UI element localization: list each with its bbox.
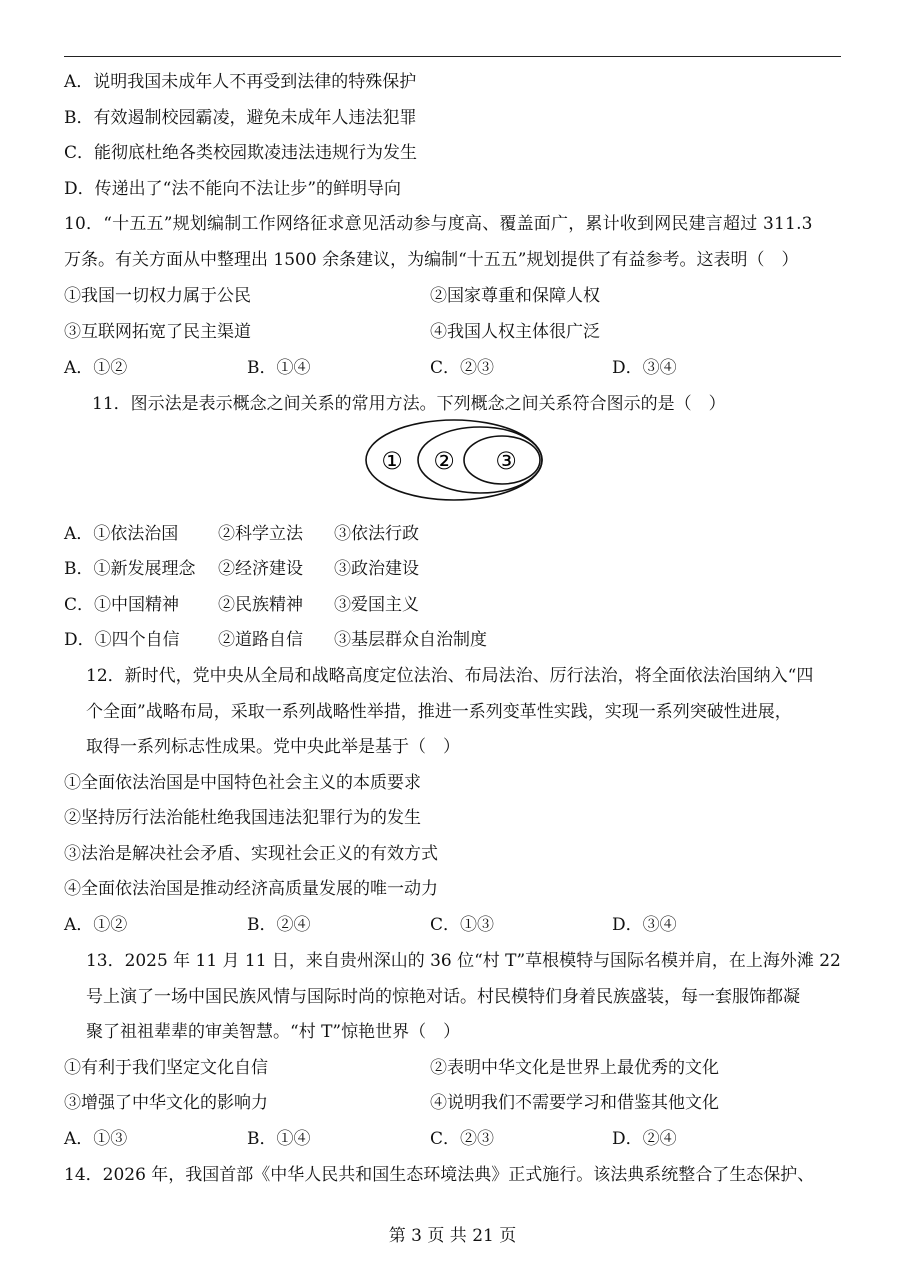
prev-option-d: D．传递出了“法不能向不法让步”的鲜明导向 xyxy=(64,179,402,199)
q11-option-d-2: ②道路自信 xyxy=(218,630,303,650)
q11-option-a-1: A．①依法治国 xyxy=(64,524,179,544)
q12-item-2: ②坚持厉行法治能杜绝我国违法犯罪行为的发生 xyxy=(64,808,421,828)
q11-option-a-3: ③依法行政 xyxy=(334,524,419,544)
q11-option-b-3: ③政治建设 xyxy=(334,559,419,579)
q13-stem-line1: 13．2025 年 11 月 11 日，来自贵州深山的 36 位“村 T”草根模特与国际名模并肩，在上海外滩 22 xyxy=(86,951,841,971)
q12-choice-c: C．①③ xyxy=(430,915,495,935)
q12-stem-line2: 个全面”战略布局，采取一系列战略性举措，推进一系列变革性实践，实现一系列突破性进展， xyxy=(86,702,792,722)
q12-stem-line1: 12．新时代，党中央从全局和战略高度定位法治、布局法治、厉行法治，将全面依法治国纳入“四 xyxy=(86,666,814,686)
q11-option-c-3: ③爱国主义 xyxy=(334,595,419,615)
q12-item-3: ③法治是解决社会矛盾、实现社会正义的有效方式 xyxy=(64,844,438,864)
q11-stem: 11．图示法是表示概念之间关系的常用方法。下列概念之间关系符合图示的是（ ） xyxy=(92,394,726,414)
q11-option-b-2: ②经济建设 xyxy=(218,559,303,579)
q10-choice-b: B．①④ xyxy=(247,358,311,378)
q13-item-2: ②表明中华文化是世界上最优秀的文化 xyxy=(430,1058,719,1078)
prev-option-b: B．有效遏制校园霸凌，避免未成年人违法犯罪 xyxy=(64,108,417,128)
prev-option-c: C．能彻底杜绝各类校园欺凌违法违规行为发生 xyxy=(64,143,418,163)
prev-option-a: A．说明我国未成年人不再受到法律的特殊保护 xyxy=(64,72,417,92)
page-number-footer: 第 3 页 共 21 页 xyxy=(388,1226,517,1246)
q12-stem-line3: 取得一系列标志性成果。党中央此举是基于（ ） xyxy=(86,737,460,757)
q12-choice-a: A．①② xyxy=(64,915,128,935)
q10-item-4: ④我国人权主体很广泛 xyxy=(430,322,600,342)
q14-stem-line1: 14．2026 年，我国首部《中华人民共和国生态环境法典》正式施行。该法典系统整合了生态保护、 xyxy=(64,1165,815,1185)
q13-choice-c: C．②③ xyxy=(430,1129,495,1149)
header-rule xyxy=(64,56,841,57)
q13-item-1: ①有利于我们坚定文化自信 xyxy=(64,1058,268,1078)
diagram-label-3: ③ xyxy=(495,447,517,475)
q11-option-c-1: C．①中国精神 xyxy=(64,595,180,615)
nested-circles-diagram xyxy=(364,418,544,502)
q11-option-b-1: B．①新发展理念 xyxy=(64,559,196,579)
q12-choice-d: D．③④ xyxy=(612,915,677,935)
q10-item-2: ②国家尊重和保障人权 xyxy=(430,286,600,306)
q10-choice-c: C．②③ xyxy=(430,358,495,378)
q12-choice-b: B．②④ xyxy=(247,915,311,935)
q13-choice-a: A．①③ xyxy=(64,1129,128,1149)
diagram-label-1: ① xyxy=(381,447,403,475)
diagram-label-2: ② xyxy=(433,447,455,475)
q11-option-c-2: ②民族精神 xyxy=(218,595,303,615)
q12-item-1: ①全面依法治国是中国特色社会主义的本质要求 xyxy=(64,773,421,793)
q11-option-d-1: D．①四个自信 xyxy=(64,630,180,650)
q13-stem-line3: 聚了祖祖辈辈的审美智慧。“村 T”惊艳世界（ ） xyxy=(86,1022,461,1042)
q11-option-a-2: ②科学立法 xyxy=(218,524,303,544)
q10-item-3: ③互联网拓宽了民主渠道 xyxy=(64,322,251,342)
q10-stem-line1: 10．“十五五”规划编制工作网络征求意见活动参与度高、覆盖面广，累计收到网民建言超过 311.3 xyxy=(64,214,813,234)
q10-stem-line2: 万条。有关方面从中整理出 1500 余条建议，为编制“十五五”规划提供了有益参考。这表明（ ） xyxy=(64,250,799,270)
q13-choice-d: D．②④ xyxy=(612,1129,677,1149)
q12-item-4: ④全面依法治国是推动经济高质量发展的唯一动力 xyxy=(64,879,438,899)
q13-item-3: ③增强了中华文化的影响力 xyxy=(64,1093,268,1113)
q13-stem-line2: 号上演了一场中国民族风情与国际时尚的惊艳对话。村民模特们身着民族盛装，每一套服饰都凝 xyxy=(86,987,800,1007)
q10-item-1: ①我国一切权力属于公民 xyxy=(64,286,251,306)
q11-option-d-3: ③基层群众自治制度 xyxy=(334,630,487,650)
q13-choice-b: B．①④ xyxy=(247,1129,311,1149)
q13-item-4: ④说明我们不需要学习和借鉴其他文化 xyxy=(430,1093,719,1113)
q10-choice-a: A．①② xyxy=(64,358,128,378)
q10-choice-d: D．③④ xyxy=(612,358,677,378)
